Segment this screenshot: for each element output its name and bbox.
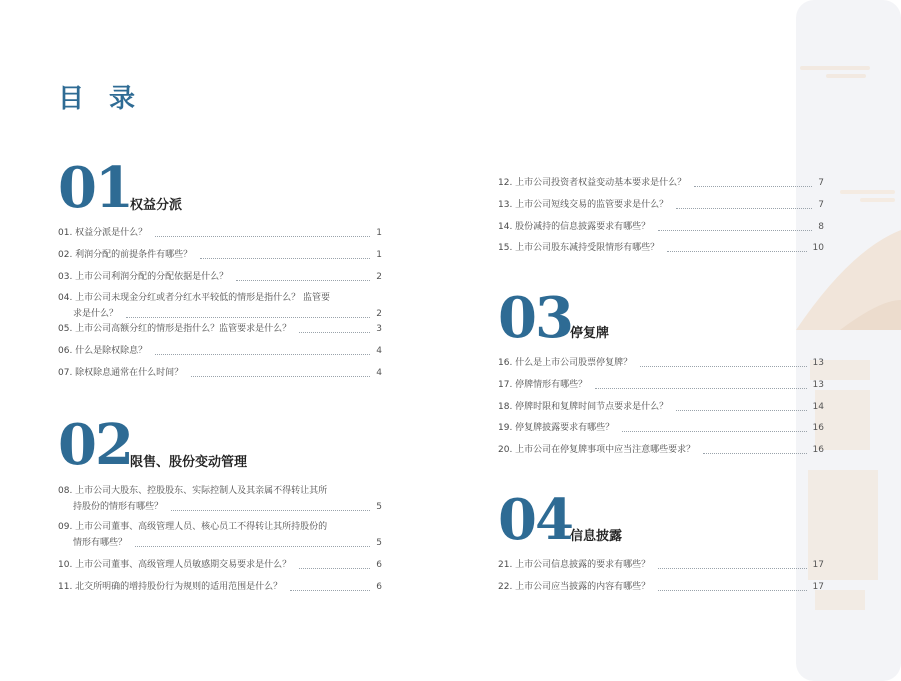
entry-text: 11. 北交所明确的增持股份行为规则的适用范围是什么？ (58, 582, 283, 592)
toc-entry-22[interactable] (498, 579, 824, 595)
toc-entry-11[interactable] (58, 579, 382, 595)
page-number: 13 (812, 358, 824, 368)
page-number: 16 (812, 423, 824, 433)
dot-leader (658, 230, 812, 231)
page-number: 6 (376, 582, 382, 592)
page-number: 1 (376, 250, 382, 260)
toc-entry-15[interactable] (498, 240, 824, 256)
page-number: 7 (818, 200, 824, 210)
dot-leader (290, 590, 370, 591)
toc-entry-02[interactable] (58, 247, 382, 263)
entry-text: 05. 上市公司高额分红的情形是指什么？监管要求是什么？ (58, 324, 292, 334)
dot-leader (676, 208, 812, 209)
section-number: 03 (498, 285, 572, 351)
dot-leader (595, 388, 806, 389)
dot-leader (694, 186, 812, 187)
entry-text: 12. 上市公司投资者权益变动基本要求是什么？ (498, 178, 687, 188)
page-number: 2 (376, 272, 382, 282)
toc-entry-17[interactable] (498, 377, 824, 393)
entry-text: 19. 停复牌披露要求有哪些？ (498, 423, 615, 433)
toc-entry-18[interactable] (498, 399, 824, 415)
page-number: 4 (376, 368, 382, 378)
entry-text: 07. 除权除息通常在什么时间？ (58, 368, 184, 378)
section-number: 01 (58, 155, 132, 221)
section-number: 02 (58, 412, 132, 478)
section-title: 权益分派 (130, 198, 183, 213)
entry-text: 持股份的情形有哪些？ (73, 502, 164, 512)
entry-text: 20. 上市公司在停复牌事项中应当注意哪些要求？ (498, 445, 696, 455)
entry-text: 15. 上市公司股东减持受限情形有哪些？ (498, 243, 660, 253)
entry-text: 02. 利润分配的前提条件有哪些？ (58, 250, 193, 260)
dot-leader (667, 251, 806, 252)
toc-entry-19[interactable] (498, 420, 824, 436)
entry-text: 18. 停牌时限和复牌时间节点要求是什么？ (498, 402, 669, 412)
entry-text: 03. 上市公司利润分配的分配依据是什么？ (58, 272, 229, 282)
dot-leader (703, 453, 806, 454)
entry-text: 14. 股份减持的信息披露要求有哪些？ (498, 222, 651, 232)
toc-entry-05[interactable] (58, 321, 382, 337)
toc-entry-03[interactable] (58, 269, 382, 285)
entry-text: 06. 什么是除权除息？ (58, 346, 148, 356)
toc-entry-06[interactable] (58, 343, 382, 359)
entry-text: 16. 什么是上市公司股票停复牌？ (498, 358, 633, 368)
section-03-header (498, 285, 798, 351)
entry-text: 10. 上市公司董事、高级管理人员敏感期交易要求是什么？ (58, 560, 292, 570)
section-01-header (58, 155, 358, 221)
dot-leader (658, 590, 806, 591)
entry-text-line1: 04. 上市公司未现金分红或者分红水平较低的情形是指什么？ 监管要 (58, 293, 331, 303)
toc-entry-09[interactable] (58, 519, 382, 551)
dot-leader (135, 546, 370, 547)
toc-entry-14[interactable] (498, 219, 824, 235)
toc-entry-07[interactable] (58, 365, 382, 381)
section-title: 限售、股份变动管理 (130, 455, 248, 470)
page-number: 16 (812, 445, 824, 455)
dot-leader (640, 366, 806, 367)
entry-text: 22. 上市公司应当披露的内容有哪些？ (498, 582, 651, 592)
toc-entry-04[interactable] (58, 290, 382, 322)
page-number: 17 (812, 560, 824, 570)
entry-text: 13. 上市公司短线交易的监管要求是什么？ (498, 200, 669, 210)
entry-text-line1: 08. 上市公司大股东、控股股东、实际控制人及其亲属不得转让其所 (58, 486, 328, 496)
dot-leader (191, 376, 370, 377)
dot-leader (676, 410, 806, 411)
page-number: 7 (818, 178, 824, 188)
entry-text: 21. 上市公司信息披露的要求有哪些？ (498, 560, 651, 570)
toc-entry-10[interactable] (58, 557, 382, 573)
page-number: 1 (376, 228, 382, 238)
entry-text: 情形有哪些？ (73, 538, 128, 548)
section-title: 信息披露 (570, 529, 623, 544)
page-title: 目 录 (58, 84, 144, 114)
toc-entry-12[interactable] (498, 175, 824, 191)
toc-entry-16[interactable] (498, 355, 824, 371)
page-number: 3 (376, 324, 382, 334)
dot-leader (155, 354, 370, 355)
page-number: 10 (812, 243, 824, 253)
page-number: 6 (376, 560, 382, 570)
dot-leader (658, 568, 806, 569)
entry-text: 17. 停牌情形有哪些？ (498, 380, 588, 390)
dot-leader (200, 258, 370, 259)
page-number: 17 (812, 582, 824, 592)
page-number: 5 (376, 502, 382, 512)
toc-entry-20[interactable] (498, 442, 824, 458)
dot-leader (622, 431, 806, 432)
toc-entry-08[interactable] (58, 483, 382, 515)
dot-leader (126, 317, 370, 318)
toc-entry-13[interactable] (498, 197, 824, 213)
entry-text: 求是什么？ (73, 309, 119, 319)
page-number: 8 (818, 222, 824, 232)
page-number: 4 (376, 346, 382, 356)
section-02-header (58, 412, 378, 478)
dot-leader (299, 332, 370, 333)
toc-entry-01[interactable] (58, 225, 382, 241)
page-number: 5 (376, 538, 382, 548)
entry-text: 01. 权益分派是什么？ (58, 228, 148, 238)
toc-entry-21[interactable] (498, 557, 824, 573)
dot-leader (171, 510, 370, 511)
page-number: 14 (812, 402, 824, 412)
page-number: 2 (376, 309, 382, 319)
section-04-header (498, 487, 798, 553)
dot-leader (155, 236, 370, 237)
entry-text-line1: 09. 上市公司董事、高级管理人员、核心员工不得转让其所持股份的 (58, 522, 328, 532)
section-title: 停复牌 (570, 326, 610, 341)
page-number: 13 (812, 380, 824, 390)
section-number: 04 (498, 487, 572, 553)
dot-leader (299, 568, 370, 569)
dot-leader (236, 280, 370, 281)
